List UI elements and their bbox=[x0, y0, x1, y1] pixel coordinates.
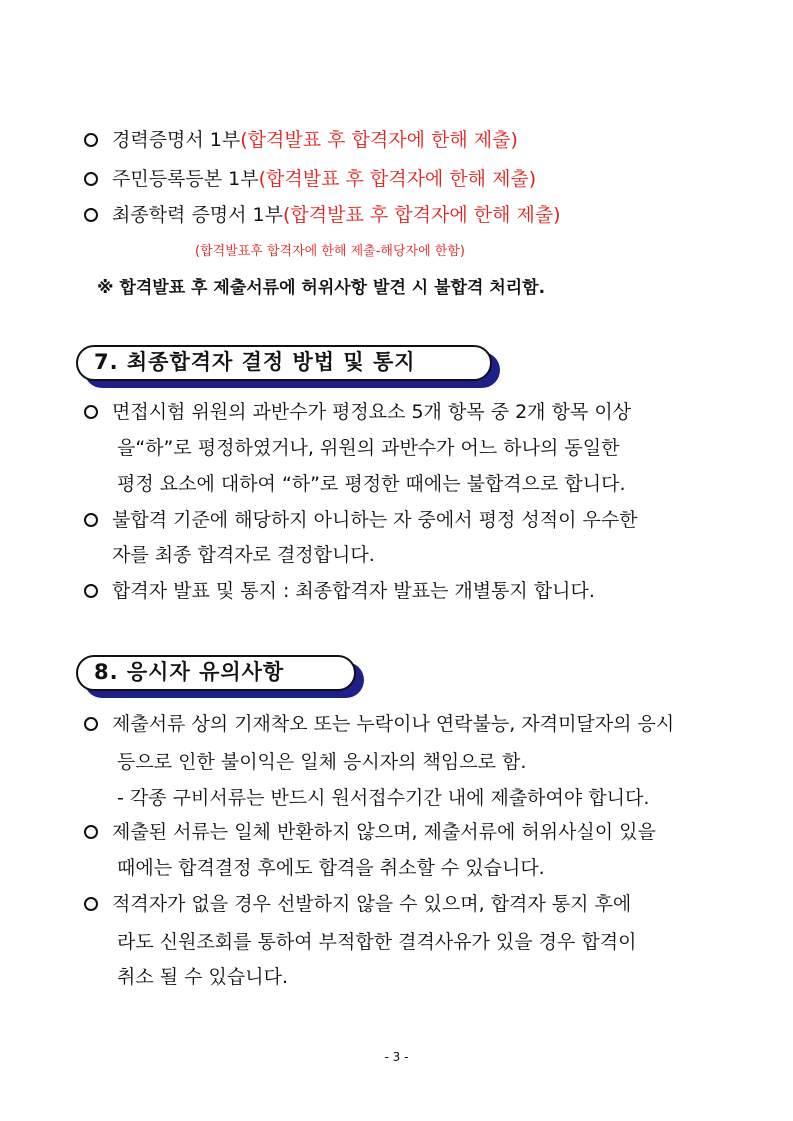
section-8-item-continued: 때에는 합격결정 후에도 합격을 취소할 수 있습니다. bbox=[117, 857, 545, 879]
circle-bullet-icon bbox=[84, 405, 98, 419]
section-7-item-continued: 을“하”로 평정하였거나, 위원의 과반수가 어느 하나의 동일한 bbox=[117, 437, 620, 459]
section-7-item: 면접시험 위원의 과반수가 평정요소 5개 항목 중 2개 항목 이상 bbox=[84, 400, 631, 424]
circle-bullet-icon bbox=[84, 825, 98, 839]
section-7-item-continued: 자를 최종 합격자로 결정합니다. bbox=[112, 544, 375, 566]
section-7-item-continued: 평정 요소에 대하여 “하”로 평정한 때에는 불합격으로 합니다. bbox=[117, 473, 626, 495]
section-8-item: 제출서류 상의 기재착오 또는 누락이나 연락불능, 자격미달자의 응시 bbox=[84, 712, 674, 736]
section-7-item: 합격자 발표 및 통지 : 최종합격자 발표는 개별통지 합니다. bbox=[84, 579, 595, 603]
documents-subnote: (합격발표후 합격자에 한해 제출-해당자에 한함) bbox=[195, 244, 465, 259]
section-8-item-continued: 등으로 인한 불이익은 일체 응시자의 책임으로 함. bbox=[117, 751, 527, 773]
section-8-title: 8. 응시자 유의사항 bbox=[94, 660, 285, 684]
section-8-item-continued: 라도 신원조회를 통하여 부적합한 결격사유가 있을 경우 합격이 bbox=[117, 931, 637, 953]
section-8-item-continued: - 각종 구비서류는 반드시 원서접수기간 내에 제출하여야 합니다. bbox=[117, 787, 650, 809]
false-info-note: ※ 합격발표 후 제출서류에 허위사항 발견 시 불합격 처리함. bbox=[97, 278, 546, 298]
circle-bullet-icon bbox=[84, 133, 98, 147]
section-7-title: 7. 최종합격자 결정 방법 및 통지 bbox=[94, 350, 416, 374]
section-8-item-continued: 취소 될 수 있습니다. bbox=[117, 966, 288, 988]
section-7-heading bbox=[76, 345, 492, 381]
circle-bullet-icon bbox=[84, 584, 98, 598]
circle-bullet-icon bbox=[84, 208, 98, 222]
section-7-item: 불합격 기준에 해당하지 아니하는 자 중에서 평정 성적이 우수한 bbox=[84, 508, 638, 532]
section-8-item: 제출된 서류는 일체 반환하지 않으며, 제출서류에 허위사실이 있을 bbox=[84, 820, 656, 844]
circle-bullet-icon bbox=[84, 513, 98, 527]
document-item: 주민등록등본 1부(합격발표 후 합격자에 한해 제출) bbox=[84, 167, 536, 191]
circle-bullet-icon bbox=[84, 172, 98, 186]
document-item: 최종학력 증명서 1부(합격발표 후 합격자에 한해 제출) bbox=[84, 203, 561, 227]
circle-bullet-icon bbox=[84, 717, 98, 731]
section-8-item: 적격자가 없을 경우 선발하지 않을 수 있으며, 합격자 통지 후에 bbox=[84, 892, 631, 916]
page-number: - 3 - bbox=[384, 1050, 409, 1064]
circle-bullet-icon bbox=[84, 897, 98, 911]
section-8-heading bbox=[76, 655, 356, 691]
document-item: 경력증명서 1부(합격발표 후 합격자에 한해 제출) bbox=[84, 128, 518, 152]
